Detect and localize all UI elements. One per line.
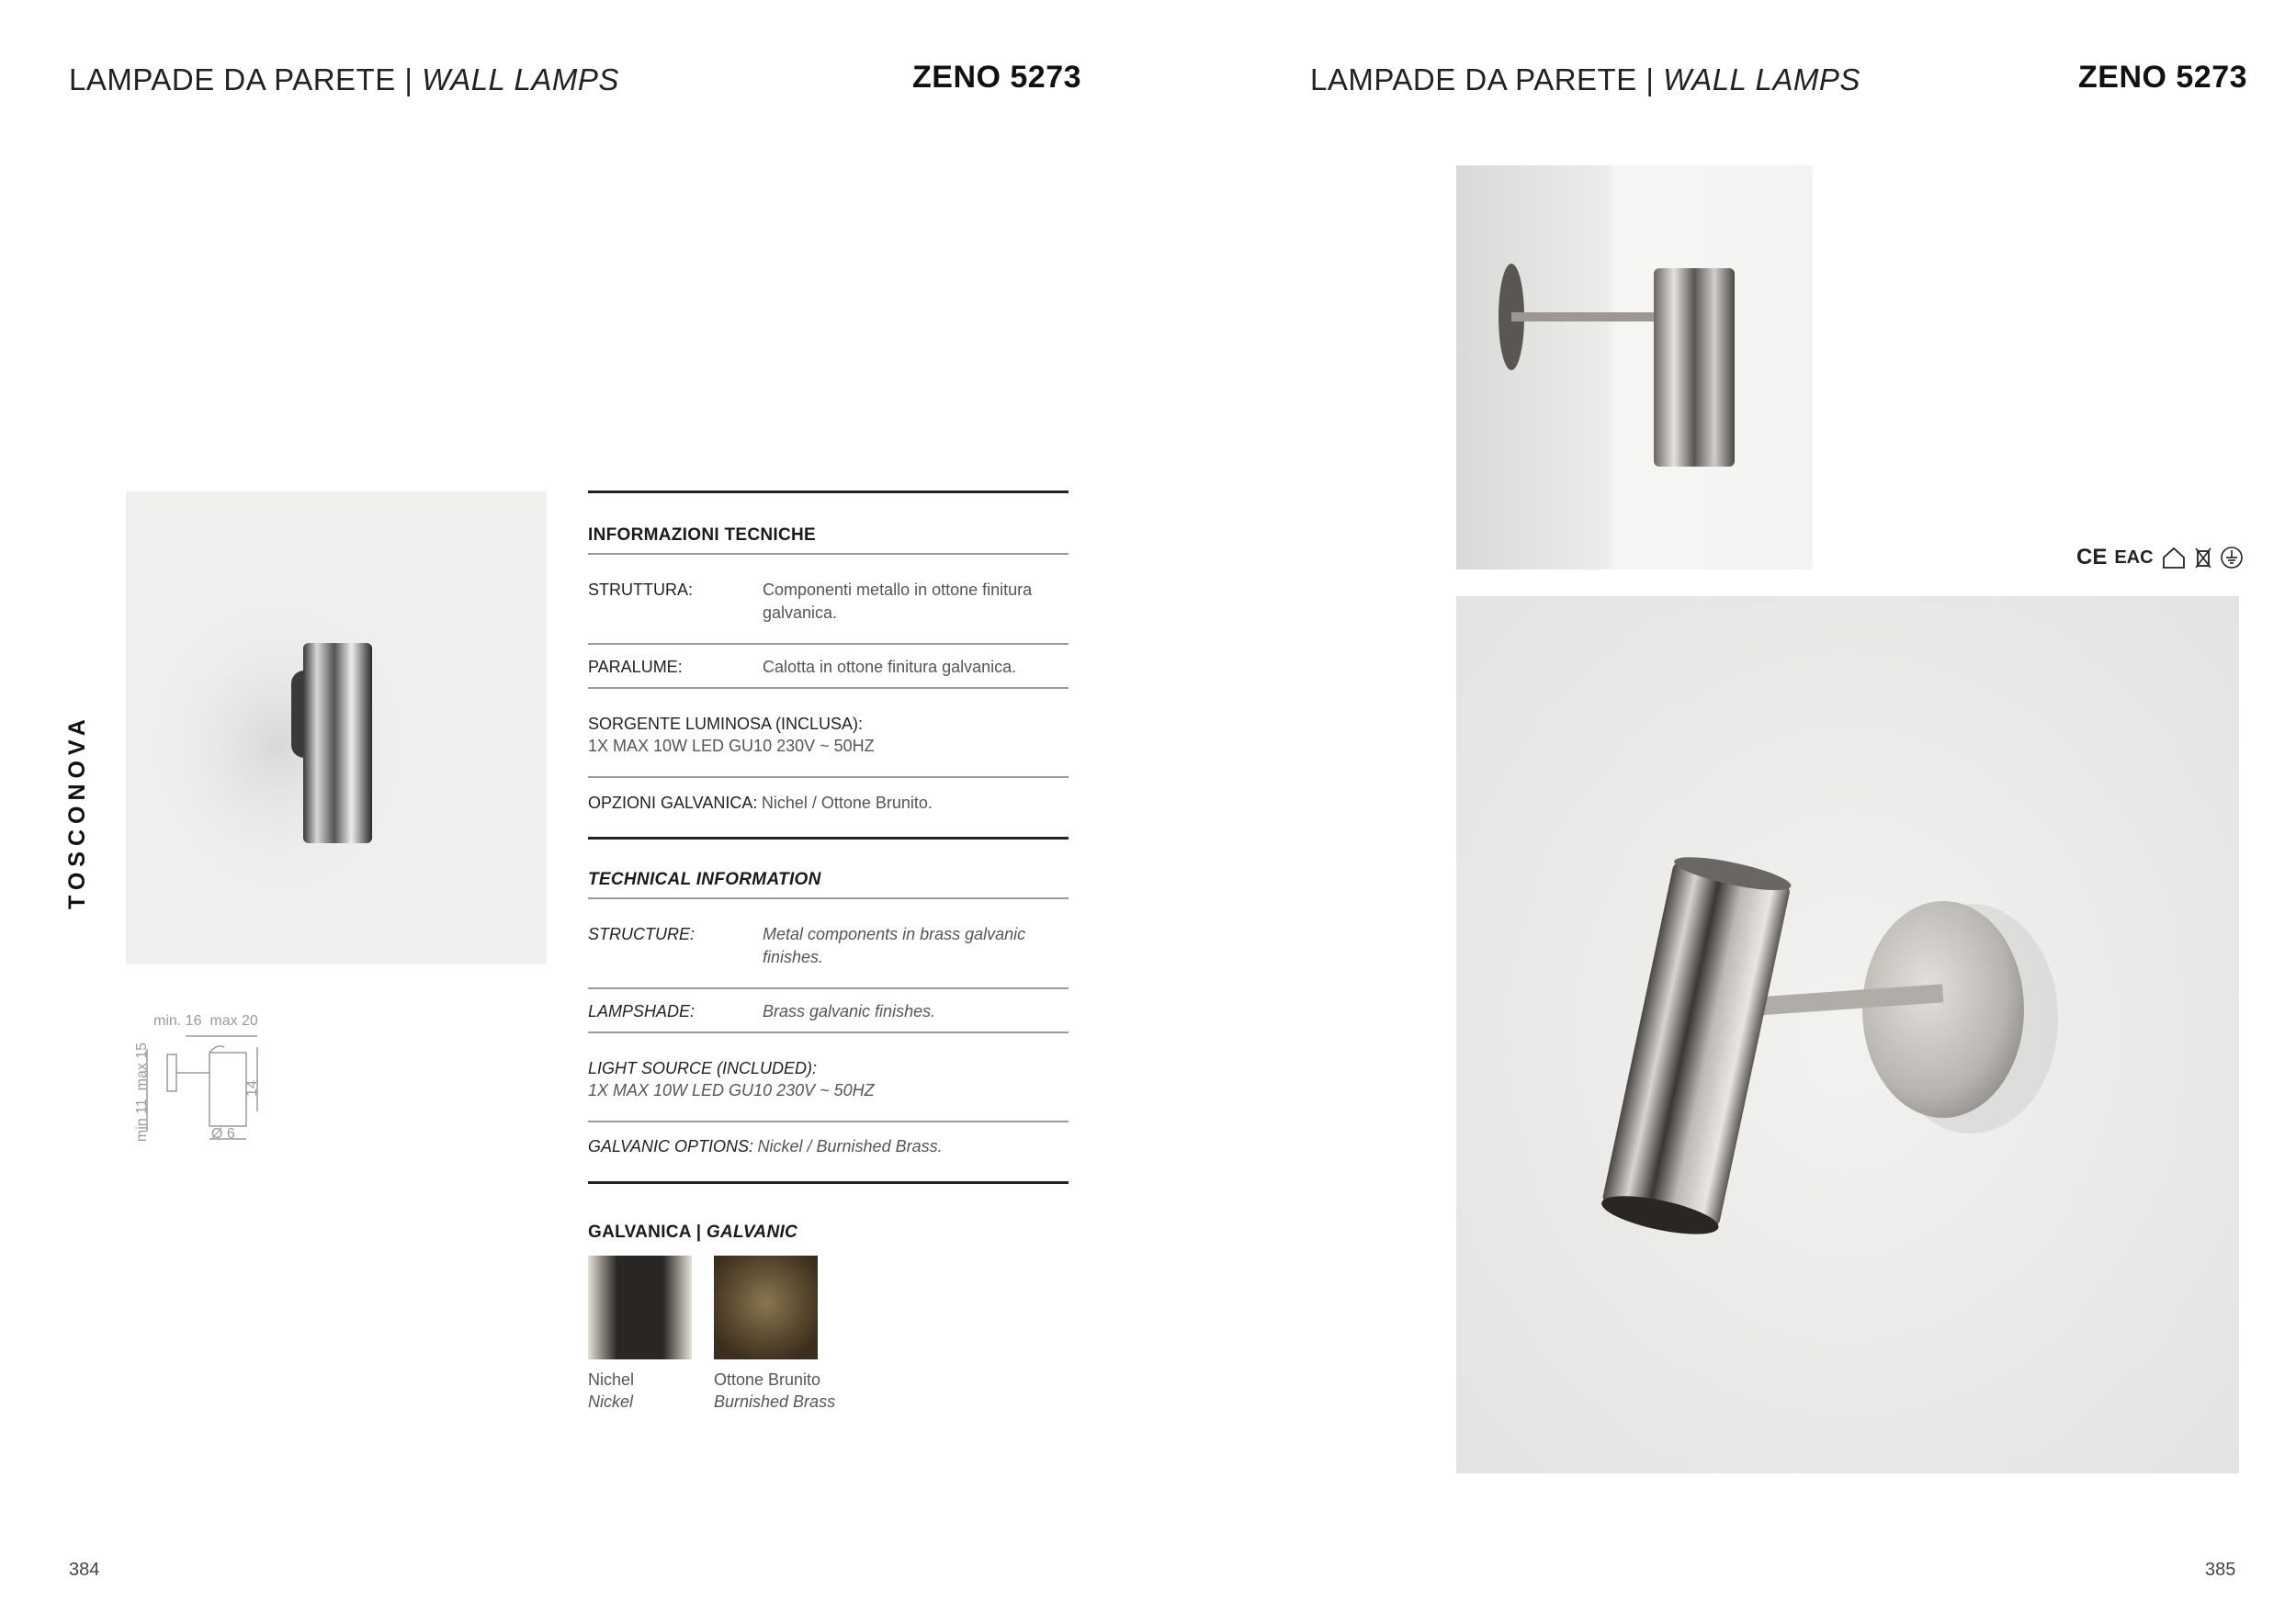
left-category-en: WALL LAMPS (422, 62, 619, 96)
dim-side-label: min 11 max 15 (134, 1042, 150, 1143)
galvanic-title-en: GALVANIC (706, 1223, 798, 1242)
rule (588, 987, 1069, 989)
rule (588, 897, 1069, 899)
galvanic-title-it: GALVANICA | (588, 1223, 702, 1242)
rule (588, 687, 1069, 689)
page-number-left: 384 (69, 1560, 100, 1580)
rule (588, 553, 1069, 555)
source-label: LIGHT SOURCE (INCLUDED): (588, 1059, 818, 1077)
right-category-sep: | (1646, 62, 1655, 96)
lamp-side-illustration (1456, 165, 1813, 569)
product-photo-front (126, 491, 547, 964)
rule-top-en (588, 837, 1069, 840)
ce-mark: CE (2076, 545, 2108, 569)
dim-diameter-label: Ø 6 (211, 1126, 235, 1142)
options-value: Nickel / Burnished Brass. (757, 1137, 943, 1155)
struttura-label: STRUTTURA: (588, 581, 693, 599)
dim-height-label: 14 (243, 1080, 260, 1097)
right-category-it: LAMPADE DA PARETE (1310, 62, 1637, 96)
structure-label: STRUCTURE: (588, 925, 695, 943)
dim-top-label: min. 16 max 20 (153, 1013, 258, 1029)
sorgente-label: SORGENTE LUMINOSA (INCLUSA): (588, 715, 864, 733)
options-label: GALVANIC OPTIONS: (588, 1137, 754, 1155)
lampshade-label: LAMPSHADE: (588, 1002, 696, 1020)
swatch-caption-nickel (588, 1369, 634, 1413)
swatch-name-it: Nichel (588, 1370, 635, 1389)
rule (588, 1121, 1069, 1122)
product-photo-side (1456, 165, 1813, 569)
struttura-value: Componenti metallo in ottone finitura galvanica. (763, 581, 1033, 622)
rule-top-galvanic (588, 1181, 1069, 1184)
swatch-burnished-brass (714, 1256, 818, 1359)
right-header-category (1310, 62, 1861, 97)
certification-marks (2076, 545, 2244, 570)
dimension-drawing (129, 1010, 276, 1148)
left-model-title: ZENO 5273 (912, 60, 1082, 95)
opzioni-value: Nichel / Ottone Brunito. (761, 794, 933, 812)
right-model-title: ZENO 5273 (2078, 60, 2248, 95)
right-category-en: WALL LAMPS (1663, 62, 1861, 96)
paralume-label: PARALUME: (588, 658, 683, 676)
swatch-caption-brass (714, 1369, 835, 1413)
rule (588, 643, 1069, 645)
sorgente-value: 1X MAX 10W LED GU10 230V ~ 50HZ (588, 737, 875, 755)
options-row (588, 1135, 943, 1158)
opzioni-label: OPZIONI GALVANICA: (588, 794, 758, 812)
brand-vertical: TOSCONOVA (64, 714, 90, 909)
swatch-name-it: Ottone Brunito (714, 1370, 821, 1389)
source-value: 1X MAX 10W LED GU10 230V ~ 50HZ (588, 1081, 875, 1099)
eac-mark: EAC (2114, 547, 2154, 568)
brass-swatch-art (714, 1256, 818, 1359)
paralume-value: Calotta in ottone finitura galvanica. (763, 658, 1017, 676)
indoor-house-icon (2161, 546, 2187, 569)
lamp-main-illustration (1456, 596, 2239, 1473)
page-number-right: 385 (2205, 1560, 2236, 1580)
rule-top-it (588, 490, 1069, 493)
structure-value: Metal components in brass galvanic finishes. (763, 925, 1026, 966)
swatch-name-en: Nickel (588, 1392, 634, 1411)
galvanic-title (588, 1223, 797, 1243)
opzioni-row (588, 792, 933, 815)
nickel-swatch-art (588, 1256, 692, 1359)
rule (588, 776, 1069, 778)
left-header-category (69, 62, 619, 97)
lampshade-value: Brass galvanic finishes. (763, 1002, 936, 1020)
tech-it-title: INFORMAZIONI TECNICHE (588, 525, 817, 545)
lamp-front-illustration (126, 491, 547, 964)
tech-en-title: TECHNICAL INFORMATION (588, 870, 821, 889)
wee-bin-icon (2194, 546, 2212, 569)
left-category-sep: | (404, 62, 413, 96)
product-photo-main (1456, 596, 2239, 1473)
left-category-it: LAMPADE DA PARETE (69, 62, 396, 96)
swatch-nickel (588, 1256, 692, 1359)
earth-ground-icon (2220, 546, 2244, 569)
swatch-name-en: Burnished Brass (714, 1392, 836, 1411)
rule (588, 1031, 1069, 1033)
